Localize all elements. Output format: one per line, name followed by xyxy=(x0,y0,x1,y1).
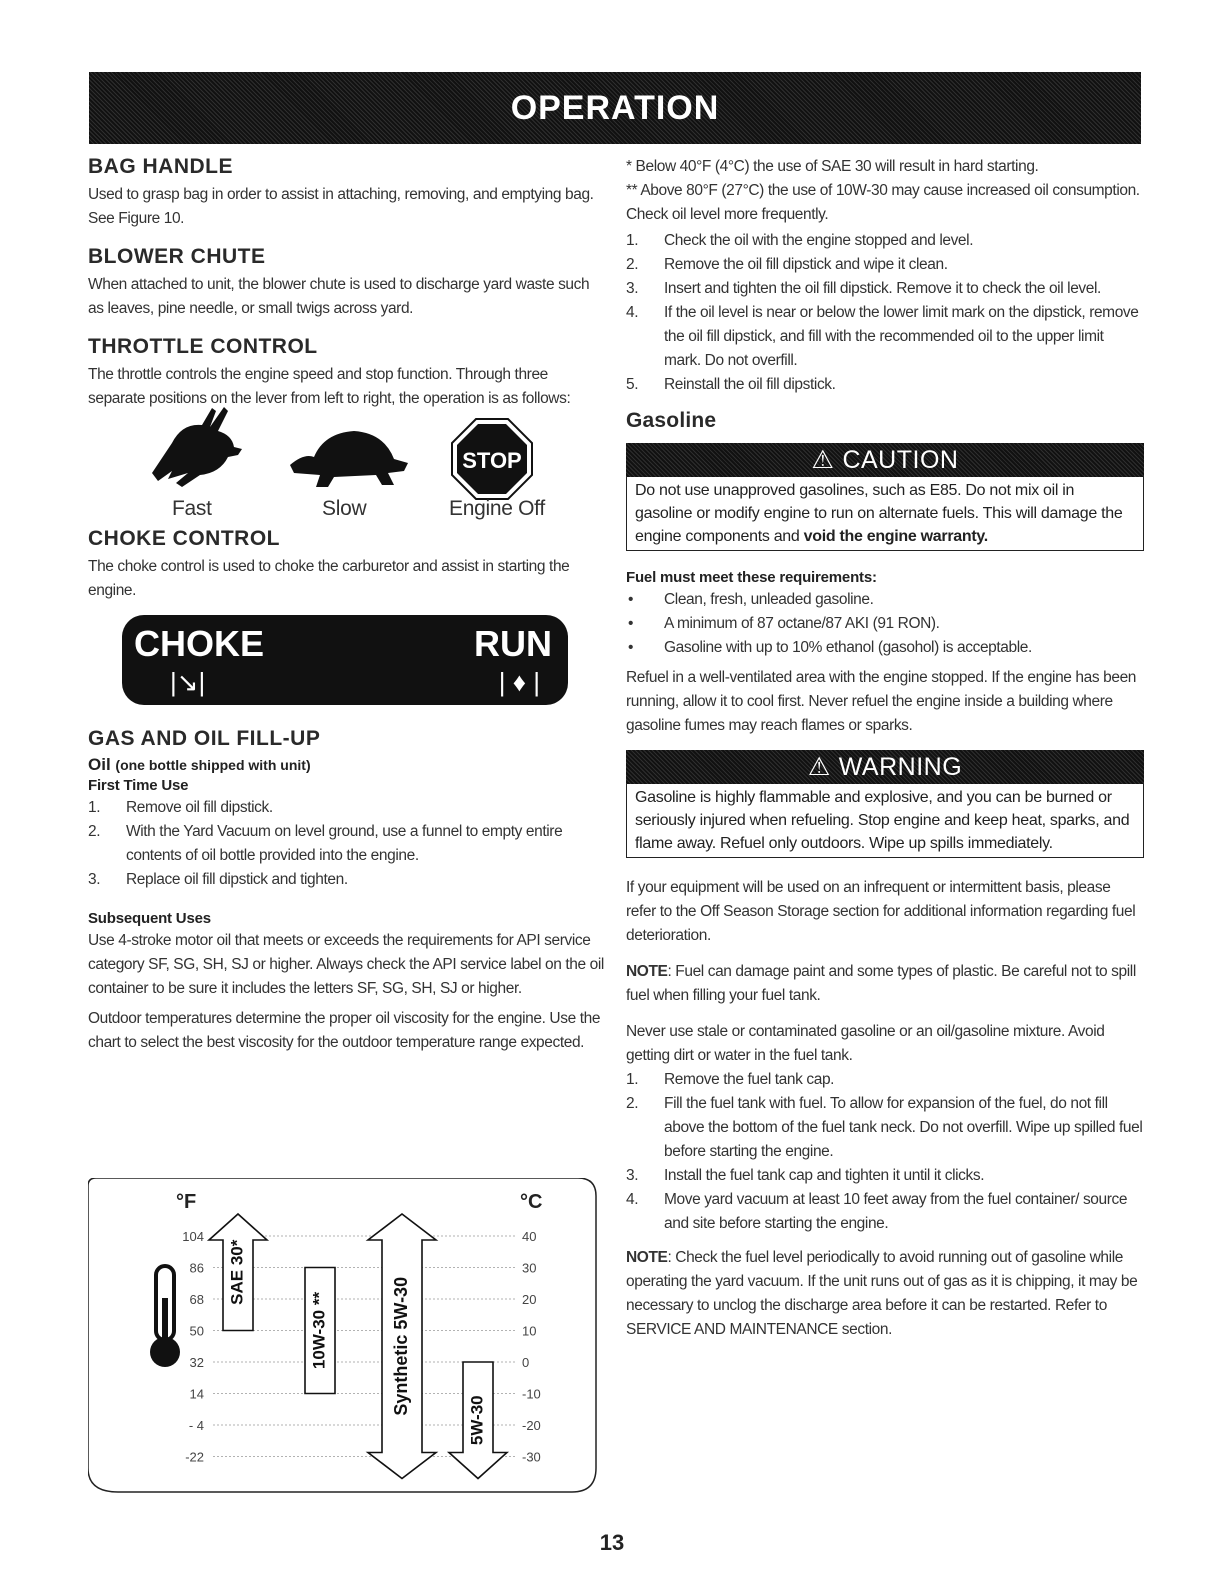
fahrenheit-tick: 14 xyxy=(189,1386,204,1402)
step-text: Replace oil fill dipstick and tighten. xyxy=(126,871,348,888)
gasoline-heading: Gasoline xyxy=(626,409,717,432)
caution-triangle-icon: ⚠ xyxy=(811,446,835,474)
fahrenheit-tick: - 4 xyxy=(188,1418,204,1433)
step-text: Insert and tighten the oil fill dipstick. Remove it to check the oil level. xyxy=(664,280,1101,297)
caution-bold: void the engine warranty. xyxy=(803,528,988,545)
step-text: Reinstall the oil fill dipstick. xyxy=(664,376,836,393)
page-title: OPERATION xyxy=(510,88,720,127)
bag-handle-heading: BAG HANDLE xyxy=(88,155,233,178)
blower-chute-heading: BLOWER CHUTE xyxy=(88,245,266,268)
fuel-fill-steps xyxy=(626,1068,1144,1236)
celsius-tick: 40 xyxy=(522,1229,537,1244)
celsius-tick: 0 xyxy=(522,1355,530,1370)
right-column xyxy=(626,155,1144,1348)
choke-run-decal xyxy=(122,615,568,705)
first-time-use-label: First Time Use xyxy=(88,777,189,794)
sae30-note: * Below 40°F (4°C) the use of SAE 30 will result in hard starting. xyxy=(626,158,1039,175)
viscosity-label: Synthetic 5W-30 xyxy=(390,1276,411,1416)
oil-label: Oil xyxy=(88,755,111,774)
oil-check-step xyxy=(626,277,1144,301)
throttle-heading: THROTTLE CONTROL xyxy=(88,335,318,358)
left-column xyxy=(88,155,608,1061)
stop-sign-icon xyxy=(450,417,534,501)
fuel-note xyxy=(626,960,1144,1008)
celsius-tick: -20 xyxy=(522,1418,541,1433)
fuel-fill-step xyxy=(626,1188,1144,1236)
fuel-fill-step xyxy=(626,1164,1144,1188)
step-text: Remove the oil fill dipstick and wipe it clean. xyxy=(664,256,948,273)
step-number: 2. xyxy=(626,256,639,273)
page-number: 13 xyxy=(599,1530,625,1555)
warning-triangle-icon: ⚠ xyxy=(807,753,831,781)
celsius-tick: 10 xyxy=(522,1323,537,1339)
step-text: With the Yard Vacuum on level ground, use a funnel to empty entire contents of oil bottle provided into the engine. xyxy=(126,823,563,864)
fuel-requirements-list xyxy=(626,588,1144,660)
10w30-note: ** Above 80°F (27°C) the use of 10W-30 may cause increased oil consumption. Check oil level more frequently. xyxy=(626,182,1140,223)
note-text: : Fuel can damage paint and some types of plastic. Be careful not to spill fuel when filling your fuel tank. xyxy=(626,963,1136,1004)
note-label: NOTE xyxy=(626,1249,668,1266)
fuel-requirement-text: Gasoline with up to 10% ethanol (gasohol) is acceptable. xyxy=(664,639,1032,656)
choke-text: The choke control is used to choke the carburetor and assist in starting the engine. xyxy=(88,558,570,599)
outdoor-text: Outdoor temperatures determine the proper oil viscosity for the engine. Use the chart to select the best viscosity for the outdoor temperature range expected. xyxy=(88,1010,601,1051)
throttle-icons xyxy=(88,411,608,521)
note-label: NOTE xyxy=(626,963,668,980)
fuel-fill-step xyxy=(626,1092,1144,1164)
step-number: 1. xyxy=(626,1071,639,1088)
step-number: 4. xyxy=(626,1191,639,1208)
step-text: Remove oil fill dipstick. xyxy=(126,799,273,816)
celsius-tick: -10 xyxy=(522,1386,541,1402)
fuel-requirement-text: A minimum of 87 octane/87 AKI (91 RON). xyxy=(664,615,940,632)
fahrenheit-tick: 86 xyxy=(189,1260,204,1276)
blower-chute-text: When attached to unit, the blower chute is used to discharge yard waste such as leaves, pine needle, or small twigs across yard. xyxy=(88,276,590,317)
fahrenheit-label: °F xyxy=(176,1191,197,1213)
thermometer-icon xyxy=(150,1266,180,1367)
refuel-text: Refuel in a well-ventilated area with the engine stopped. If the engine has been running, allow it to cool first. Never refuel the engine inside a building where gasoline fumes may reach flames or sparks. xyxy=(626,669,1137,734)
step-text: Move yard vacuum at least 10 feet away from the fuel container/ source and site before starting the engine. xyxy=(664,1191,1128,1232)
slow-label: Slow xyxy=(322,497,367,520)
engine-off-label: Engine Off xyxy=(449,497,545,520)
celsius-tick: 30 xyxy=(522,1260,537,1276)
step-number: 4. xyxy=(626,304,639,321)
celsius-tick: -30 xyxy=(522,1449,541,1465)
celsius-label: °C xyxy=(520,1191,543,1213)
step-number: 2. xyxy=(626,1095,639,1112)
choke-heading: CHOKE CONTROL xyxy=(88,527,280,550)
caution-text: Do not use unapproved gasolines, such as E85. Do not mix oil in gasoline or modify engine to run on alternate fuels. This will damage the engine components and xyxy=(635,482,1123,545)
infrequent-text: If your equipment will be used on an infrequent or intermittent basis, please refer to the Off Season Storage section for additional information regarding fuel deterioration. xyxy=(626,879,1136,944)
gas-oil-heading: GAS AND OIL FILL-UP xyxy=(88,727,321,750)
viscosity-range-bar xyxy=(449,1362,507,1479)
oil-check-step xyxy=(626,301,1144,373)
fast-label: Fast xyxy=(172,497,212,520)
fahrenheit-tick: 104 xyxy=(182,1229,204,1244)
operation-banner xyxy=(89,72,1141,144)
oil-fill-step xyxy=(88,820,608,868)
viscosity-label: SAE 30* xyxy=(227,1239,247,1305)
fahrenheit-tick: -22 xyxy=(185,1449,204,1465)
turtle-icon xyxy=(284,423,414,493)
fuel-requirements-label: Fuel must meet these requirements: xyxy=(626,569,877,586)
bullet-icon: • xyxy=(628,591,634,608)
viscosity-chart-svg xyxy=(88,1178,600,1496)
choke-symbol-icon: |↘| xyxy=(170,667,206,697)
fuel-requirement-text: Clean, fresh, unleaded gasoline. xyxy=(664,591,874,608)
warning-header xyxy=(626,750,1144,784)
step-text: If the oil level is near or below the lower limit mark on the dipstick, remove the oil fill dipstick, and fill with the recommended oil to the upper limit mark. Do not overfill. xyxy=(664,304,1139,369)
subsequent-text: Use 4-stroke motor oil that meets or exceeds the requirements for API service category SF, SG, SH, SJ or higher. Always check the API service label on the oil container to be sure it includes the letters SF, SG, SH, SJ or higher. xyxy=(88,932,604,997)
oil-check-step xyxy=(626,229,1144,253)
step-number: 1. xyxy=(626,232,639,249)
stale-fuel-text: Never use stale or contaminated gasoline or an oil/gasoline mixture. Avoid getting dirt or water in the fuel tank. xyxy=(626,1023,1105,1064)
step-number: 2. xyxy=(88,823,101,840)
fahrenheit-tick: 68 xyxy=(189,1292,204,1307)
first-use-steps xyxy=(88,796,608,892)
viscosity-label: 5W-30 xyxy=(467,1395,487,1446)
caution-header xyxy=(626,443,1144,477)
run-label: RUN xyxy=(474,623,552,664)
step-number: 3. xyxy=(626,1167,639,1184)
fuel-level-note xyxy=(626,1246,1144,1342)
oil-check-step xyxy=(626,373,1144,397)
caution-body xyxy=(626,477,1144,551)
warning-title: WARNING xyxy=(838,752,963,781)
caution-title: CAUTION xyxy=(842,445,959,474)
step-text: Fill the fuel tank with fuel. To allow for expansion of the fuel, do not fill above the bottom of the fuel tank neck. Do not overfill. Wipe up spilled fuel before starting the engine. xyxy=(664,1095,1143,1160)
fahrenheit-tick: 32 xyxy=(189,1355,204,1370)
svg-text:STOP: STOP xyxy=(462,448,522,473)
step-number: 3. xyxy=(626,280,639,297)
rabbit-icon xyxy=(142,403,252,493)
oil-fill-step xyxy=(88,796,608,820)
step-text: Check the oil with the engine stopped and level. xyxy=(664,232,974,249)
subsequent-uses-label: Subsequent Uses xyxy=(88,910,211,927)
oil-fill-step xyxy=(88,868,608,892)
viscosity-range-bar xyxy=(305,1268,335,1394)
fahrenheit-tick: 50 xyxy=(189,1323,204,1339)
fuel-requirement-item xyxy=(626,588,1144,612)
step-number: 1. xyxy=(88,799,101,816)
throttle-text: The throttle controls the engine speed and stop function. Through three separate positions on the lever from left to right, the operation is as follows: xyxy=(88,366,571,407)
fuel-requirement-item xyxy=(626,612,1144,636)
bullet-icon: • xyxy=(628,639,634,656)
bag-handle-text: Used to grasp bag in order to assist in attaching, removing, and emptying bag. See Figure 10. xyxy=(88,186,594,227)
caution-box xyxy=(626,443,1144,551)
step-number: 5. xyxy=(626,376,639,393)
viscosity-range-bar xyxy=(368,1214,436,1479)
oil-subheading xyxy=(88,755,608,775)
oil-check-steps xyxy=(626,229,1144,397)
step-text: Install the fuel tank cap and tighten it until it clicks. xyxy=(664,1167,985,1184)
step-text: Remove the fuel tank cap. xyxy=(664,1071,835,1088)
step-number: 3. xyxy=(88,871,101,888)
oil-note: (one bottle shipped with unit) xyxy=(115,757,311,773)
run-symbol-icon: | ♦ | xyxy=(498,667,540,697)
viscosity-range-bar xyxy=(209,1214,267,1331)
viscosity-label: 10W-30 ** xyxy=(309,1291,329,1370)
viscosity-chart xyxy=(88,1178,600,1496)
fuel-fill-step xyxy=(626,1068,1144,1092)
note-text: : Check the fuel level periodically to avoid running out of gasoline while operating the yard vacuum. If the unit runs out of gas as it is chipping, it may be necessary to unclog the discharge area before it can be restarted. Refer to SERVICE AND MAINTENANCE section. xyxy=(626,1249,1138,1338)
celsius-tick: 20 xyxy=(522,1292,537,1307)
warning-body: Gasoline is highly flammable and explosive, and you can be burned or seriously injured when refueling. Stop engine and keep heat, sparks, and flame away. Refuel only outdoors. Wipe up spills immediately. xyxy=(626,784,1144,858)
choke-label: CHOKE xyxy=(134,623,265,664)
oil-check-step xyxy=(626,253,1144,277)
fuel-requirement-item xyxy=(626,636,1144,660)
warning-box xyxy=(626,750,1144,858)
bullet-icon: • xyxy=(628,615,634,632)
